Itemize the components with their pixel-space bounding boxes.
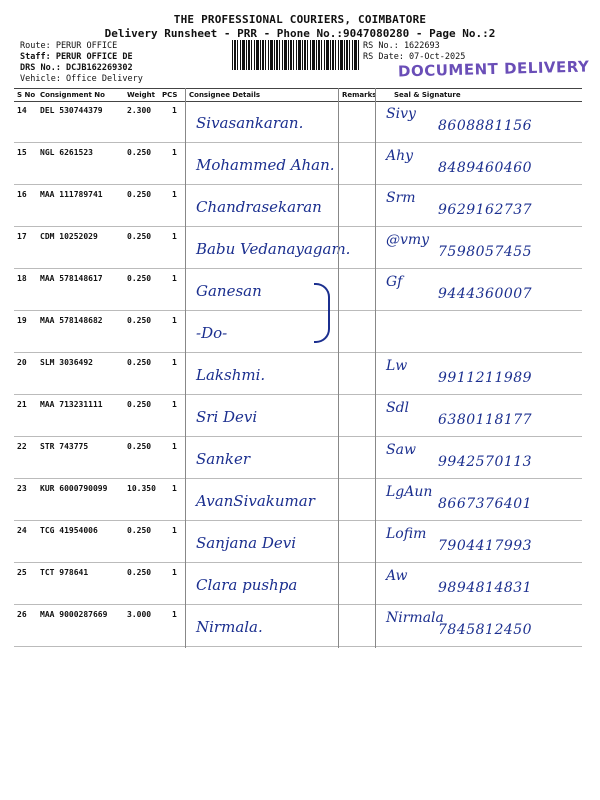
- weight: 0.250: [127, 190, 152, 199]
- staff: Staff: PERUR OFFICE DE: [20, 52, 133, 62]
- signature: @vmy: [386, 232, 430, 248]
- table-row: [14, 562, 582, 605]
- consignee-name: Ganesan: [196, 282, 262, 300]
- serial-number: 20: [17, 358, 27, 367]
- pieces: 1: [172, 190, 177, 199]
- table-row: [14, 394, 582, 437]
- recipient-phone: 7904417993: [438, 538, 533, 554]
- consignment-number: MAA 9000287669: [40, 610, 108, 619]
- route: Route: PERUR OFFICE: [20, 41, 118, 51]
- table-row: [14, 478, 582, 521]
- serial-number: 19: [17, 316, 27, 325]
- consignment-number: SLM 3036492: [40, 358, 93, 367]
- consignee-name: Clara pushpa: [196, 576, 298, 594]
- consignee-name: -Do-: [196, 324, 228, 342]
- col-consignee: Consignee Details: [189, 91, 261, 99]
- pieces: 1: [172, 442, 177, 451]
- consignment-number: STR 743775: [40, 442, 89, 451]
- table-row: [14, 268, 582, 311]
- consignment-number: MAA 578148682: [40, 316, 103, 325]
- table-row: [14, 184, 582, 227]
- pieces: 1: [172, 400, 177, 409]
- table-row: [14, 142, 582, 185]
- table-row: [14, 226, 582, 269]
- document-delivery-stamp: DOCUMENT DELIVERY: [397, 57, 590, 81]
- consignee-name: Chandrasekaran: [196, 198, 322, 216]
- pieces: 1: [172, 484, 177, 493]
- divider: [338, 88, 339, 648]
- consignee-name: Mohammed Ahan.: [196, 156, 335, 174]
- table-row: [14, 310, 582, 353]
- signature: Saw: [386, 442, 416, 458]
- consignee-name: Sanjana Devi: [196, 534, 297, 552]
- serial-number: 24: [17, 526, 27, 535]
- signature: Srm: [386, 190, 416, 206]
- table-row: [14, 436, 582, 479]
- consignee-name: Sanker: [196, 450, 251, 468]
- pieces: 1: [172, 148, 177, 157]
- consignee-name: Nirmala.: [196, 618, 263, 636]
- consignment-number: NGL 6261523: [40, 148, 93, 157]
- signature: Sdl: [386, 400, 410, 416]
- divider: [185, 88, 186, 648]
- table-row: [14, 604, 582, 647]
- consignment-number: MAA 111789741: [40, 190, 103, 199]
- consignment-number: CDM 10252029: [40, 232, 98, 241]
- serial-number: 18: [17, 274, 27, 283]
- rs-number: RS No.: 1622693: [363, 41, 440, 51]
- recipient-phone: 8608881156: [438, 118, 533, 134]
- recipient-phone: 8667376401: [438, 496, 533, 512]
- col-sno: S No: [17, 91, 36, 99]
- recipient-phone: 7845812450: [438, 622, 533, 638]
- vehicle: Vehicle: Office Delivery: [20, 74, 143, 84]
- consignee-name: Sri Devi: [196, 408, 258, 426]
- runsheet-subtitle: Delivery Runsheet - PRR - Phone No.:9047080280 - Page No.:2: [104, 27, 496, 40]
- serial-number: 23: [17, 484, 27, 493]
- serial-number: 25: [17, 568, 27, 577]
- pieces: 1: [172, 316, 177, 325]
- pieces: 1: [172, 358, 177, 367]
- serial-number: 17: [17, 232, 27, 241]
- signature: Gf: [386, 274, 403, 290]
- recipient-phone: 9911211989: [438, 370, 533, 386]
- consignee-name: Sivasankaran.: [196, 114, 304, 132]
- consignment-number: TCT 978641: [40, 568, 89, 577]
- rs-date: RS Date: 07-Oct-2025: [363, 52, 466, 62]
- weight: 0.250: [127, 568, 152, 577]
- consignee-name: Lakshmi.: [196, 366, 266, 384]
- signature: Lw: [386, 358, 408, 374]
- serial-number: 26: [17, 610, 27, 619]
- pieces: 1: [172, 106, 177, 115]
- serial-number: 16: [17, 190, 27, 199]
- signature: LgAun: [386, 484, 433, 500]
- weight: 3.000: [127, 610, 152, 619]
- weight: 10.350: [127, 484, 156, 493]
- recipient-phone: 9894814831: [438, 580, 533, 596]
- consignment-number: MAA 713231111: [40, 400, 103, 409]
- col-remarks: Remarks: [342, 91, 377, 99]
- recipient-phone: 9942570113: [438, 454, 533, 470]
- weight: 0.250: [127, 316, 152, 325]
- serial-number: 21: [17, 400, 27, 409]
- weight: 0.250: [127, 358, 152, 367]
- consignee-name: AvanSivakumar: [196, 492, 315, 510]
- table-row: [14, 100, 582, 143]
- consignment-number: MAA 578148617: [40, 274, 103, 283]
- serial-number: 14: [17, 106, 27, 115]
- recipient-phone: 9444360007: [438, 286, 533, 302]
- consignee-name: Babu Vedanayagam.: [196, 240, 351, 258]
- divider: [375, 88, 376, 648]
- weight: 2.300: [127, 106, 152, 115]
- recipient-phone: 9629162737: [438, 202, 533, 218]
- signature: Nirmala: [386, 610, 444, 626]
- col-weight: Weight: [127, 91, 155, 99]
- pieces: 1: [172, 526, 177, 535]
- recipient-phone: 7598057455: [438, 244, 533, 260]
- consignment-number: TCG 41954006: [40, 526, 98, 535]
- table-row: [14, 352, 582, 395]
- signature: Ahy: [386, 148, 414, 164]
- recipient-phone: 6380118177: [438, 412, 533, 428]
- consignment-number: KUR 6000790099: [40, 484, 108, 493]
- drs-number: DRS No.: DCJB162269302: [20, 63, 133, 73]
- consignment-number: DEL 530744379: [40, 106, 103, 115]
- route-details: [20, 41, 240, 85]
- pieces: 1: [172, 274, 177, 283]
- weight: 0.250: [127, 400, 152, 409]
- weight: 0.250: [127, 526, 152, 535]
- col-pcs: PCS: [162, 91, 178, 99]
- col-consignment: Consignment No: [40, 91, 105, 99]
- signature: Sivy: [386, 106, 416, 122]
- company-name: THE PROFESSIONAL COURIERS, COIMBATORE: [173, 13, 427, 26]
- pieces: 1: [172, 232, 177, 241]
- barcode-image: [232, 40, 360, 70]
- weight: 0.250: [127, 442, 152, 451]
- weight: 0.250: [127, 148, 152, 157]
- col-signature: Seal & Signature: [394, 91, 461, 99]
- ditto-brace: [314, 283, 330, 343]
- pieces: 1: [172, 568, 177, 577]
- pieces: 1: [172, 610, 177, 619]
- weight: 0.250: [127, 274, 152, 283]
- serial-number: 22: [17, 442, 27, 451]
- serial-number: 15: [17, 148, 27, 157]
- table-row: [14, 520, 582, 563]
- weight: 0.250: [127, 232, 152, 241]
- recipient-phone: 8489460460: [438, 160, 533, 176]
- signature: Lofim: [386, 526, 427, 542]
- signature: Aw: [386, 568, 408, 584]
